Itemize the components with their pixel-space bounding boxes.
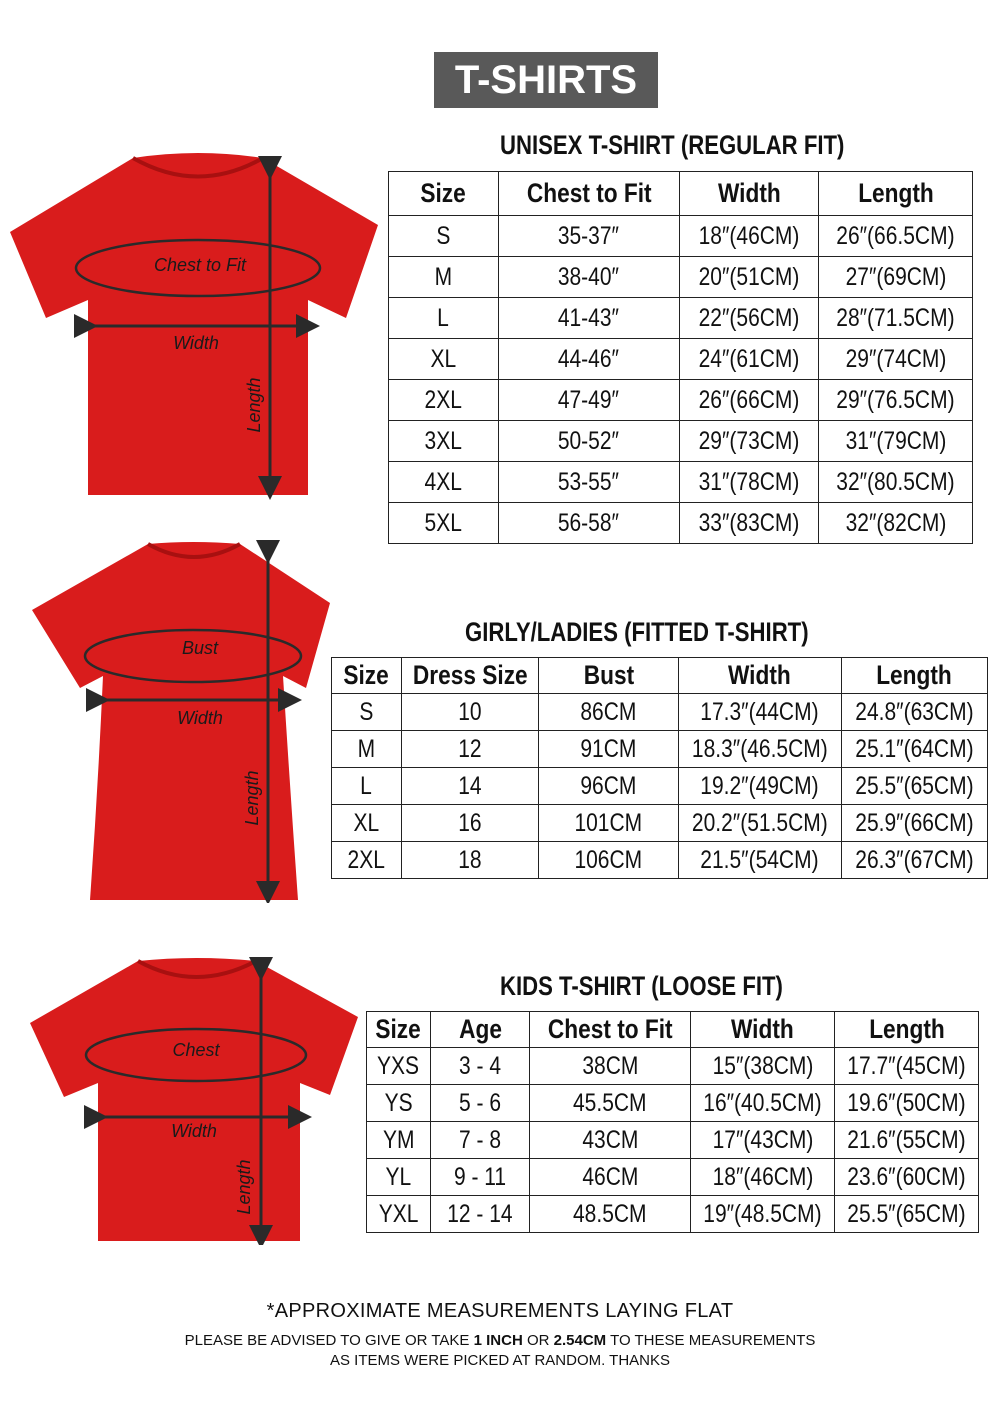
kids-header-length: Length xyxy=(835,1012,979,1048)
unisex-header-length: Length xyxy=(819,172,973,216)
advice-line-1 xyxy=(0,1332,1000,1349)
ladies-header-dress: Dress Size xyxy=(401,658,539,694)
table-row: S 35-37″ 18″(46CM) 26″(66.5CM) xyxy=(389,216,973,257)
unisex-length-label: Length xyxy=(244,377,264,433)
unisex-chest-label: Chest to Fit xyxy=(153,255,247,275)
kids-header-age: Age xyxy=(430,1012,530,1048)
ladies-length-label: Length xyxy=(242,770,262,826)
kids-heading: KIDS T-SHIRT (LOOSE FIT) xyxy=(500,971,783,1001)
ladies-heading: GIRLY/LADIES (FITTED T-SHIRT) xyxy=(465,617,809,647)
advice-inch: 1 INCH xyxy=(473,1332,523,1349)
kids-length-label: Length xyxy=(234,1159,254,1215)
unisex-size-table xyxy=(388,171,973,544)
table-row: M 12 91CM 18.3″(46.5CM) 25.1″(64CM) xyxy=(332,731,988,768)
advice-line-2: AS ITEMS WERE PICKED AT RANDOM. THANKS xyxy=(329,1352,671,1369)
table-row: YL 9 - 11 46CM 18″(46CM) 23.6″(60CM) xyxy=(367,1159,979,1196)
kids-shirt-image xyxy=(28,955,363,1245)
ladies-header-bust: Bust xyxy=(539,658,679,694)
table-row: YM 7 - 8 43CM 17″(43CM) 21.6″(55CM) xyxy=(367,1122,979,1159)
kids-header-chest: Chest to Fit xyxy=(530,1012,691,1048)
table-row: L 14 96CM 19.2″(49CM) 25.5″(65CM) xyxy=(332,768,988,805)
table-row: 3XL 50-52″ 29″(73CM) 31″(79CM) xyxy=(389,421,973,462)
ladies-shirt-image xyxy=(28,538,338,903)
table-row: L 41-43″ 22″(56CM) 28″(71.5CM) xyxy=(389,298,973,339)
table-row: XL 44-46″ 24″(61CM) 29″(74CM) xyxy=(389,339,973,380)
kids-header-width: Width xyxy=(691,1012,835,1048)
ladies-size-table xyxy=(331,657,988,879)
advice-prefix: PLEASE BE ADVISED TO GIVE OR TAKE xyxy=(184,1332,474,1349)
table-row: YXS 3 - 4 38CM 15″(38CM) 17.7″(45CM) xyxy=(367,1048,979,1085)
table-row: 5XL 56-58″ 33″(83CM) 32″(82CM) xyxy=(389,503,973,544)
ladies-header-size: Size xyxy=(332,658,402,694)
unisex-header-size: Size xyxy=(389,172,499,216)
kids-header-size: Size xyxy=(367,1012,431,1048)
measurement-note: *APPROXIMATE MEASUREMENTS LAYING FLAT xyxy=(266,1300,734,1322)
unisex-shirt-image xyxy=(8,150,383,505)
unisex-heading: UNISEX T-SHIRT (REGULAR FIT) xyxy=(500,130,845,160)
kids-size-table xyxy=(366,1011,979,1233)
table-row: YS 5 - 6 45.5CM 16″(40.5CM) 19.6″(50CM) xyxy=(367,1085,979,1122)
kids-chest-label: Chest xyxy=(172,1040,220,1060)
unisex-header-chest: Chest to Fit xyxy=(498,172,680,216)
kids-width-label: Width xyxy=(171,1121,217,1141)
table-row: S 10 86CM 17.3″(44CM) 24.8″(63CM) xyxy=(332,694,988,731)
page-title: T-SHIRTS xyxy=(434,52,658,108)
ladies-bust-label: Bust xyxy=(181,638,219,658)
ladies-header-length: Length xyxy=(841,658,987,694)
ladies-header-width: Width xyxy=(678,658,841,694)
unisex-width-label: Width xyxy=(173,333,219,353)
unisex-header-width: Width xyxy=(680,172,819,216)
table-row: XL 16 101CM 20.2″(51.5CM) 25.9″(66CM) xyxy=(332,805,988,842)
table-row: 2XL 47-49″ 26″(66CM) 29″(76.5CM) xyxy=(389,380,973,421)
table-row: 4XL 53-55″ 31″(78CM) 32″(80.5CM) xyxy=(389,462,973,503)
advice-or: OR xyxy=(522,1332,554,1349)
advice-cm: 2.54CM xyxy=(553,1332,607,1349)
advice-suffix: TO THESE MEASUREMENTS xyxy=(606,1332,816,1349)
table-row: 2XL 18 106CM 21.5″(54CM) 26.3″(67CM) xyxy=(332,842,988,879)
table-row: M 38-40″ 20″(51CM) 27″(69CM) xyxy=(389,257,973,298)
table-row: YXL 12 - 14 48.5CM 19″(48.5CM) 25.5″(65CM) xyxy=(367,1196,979,1233)
ladies-width-label: Width xyxy=(177,708,223,728)
